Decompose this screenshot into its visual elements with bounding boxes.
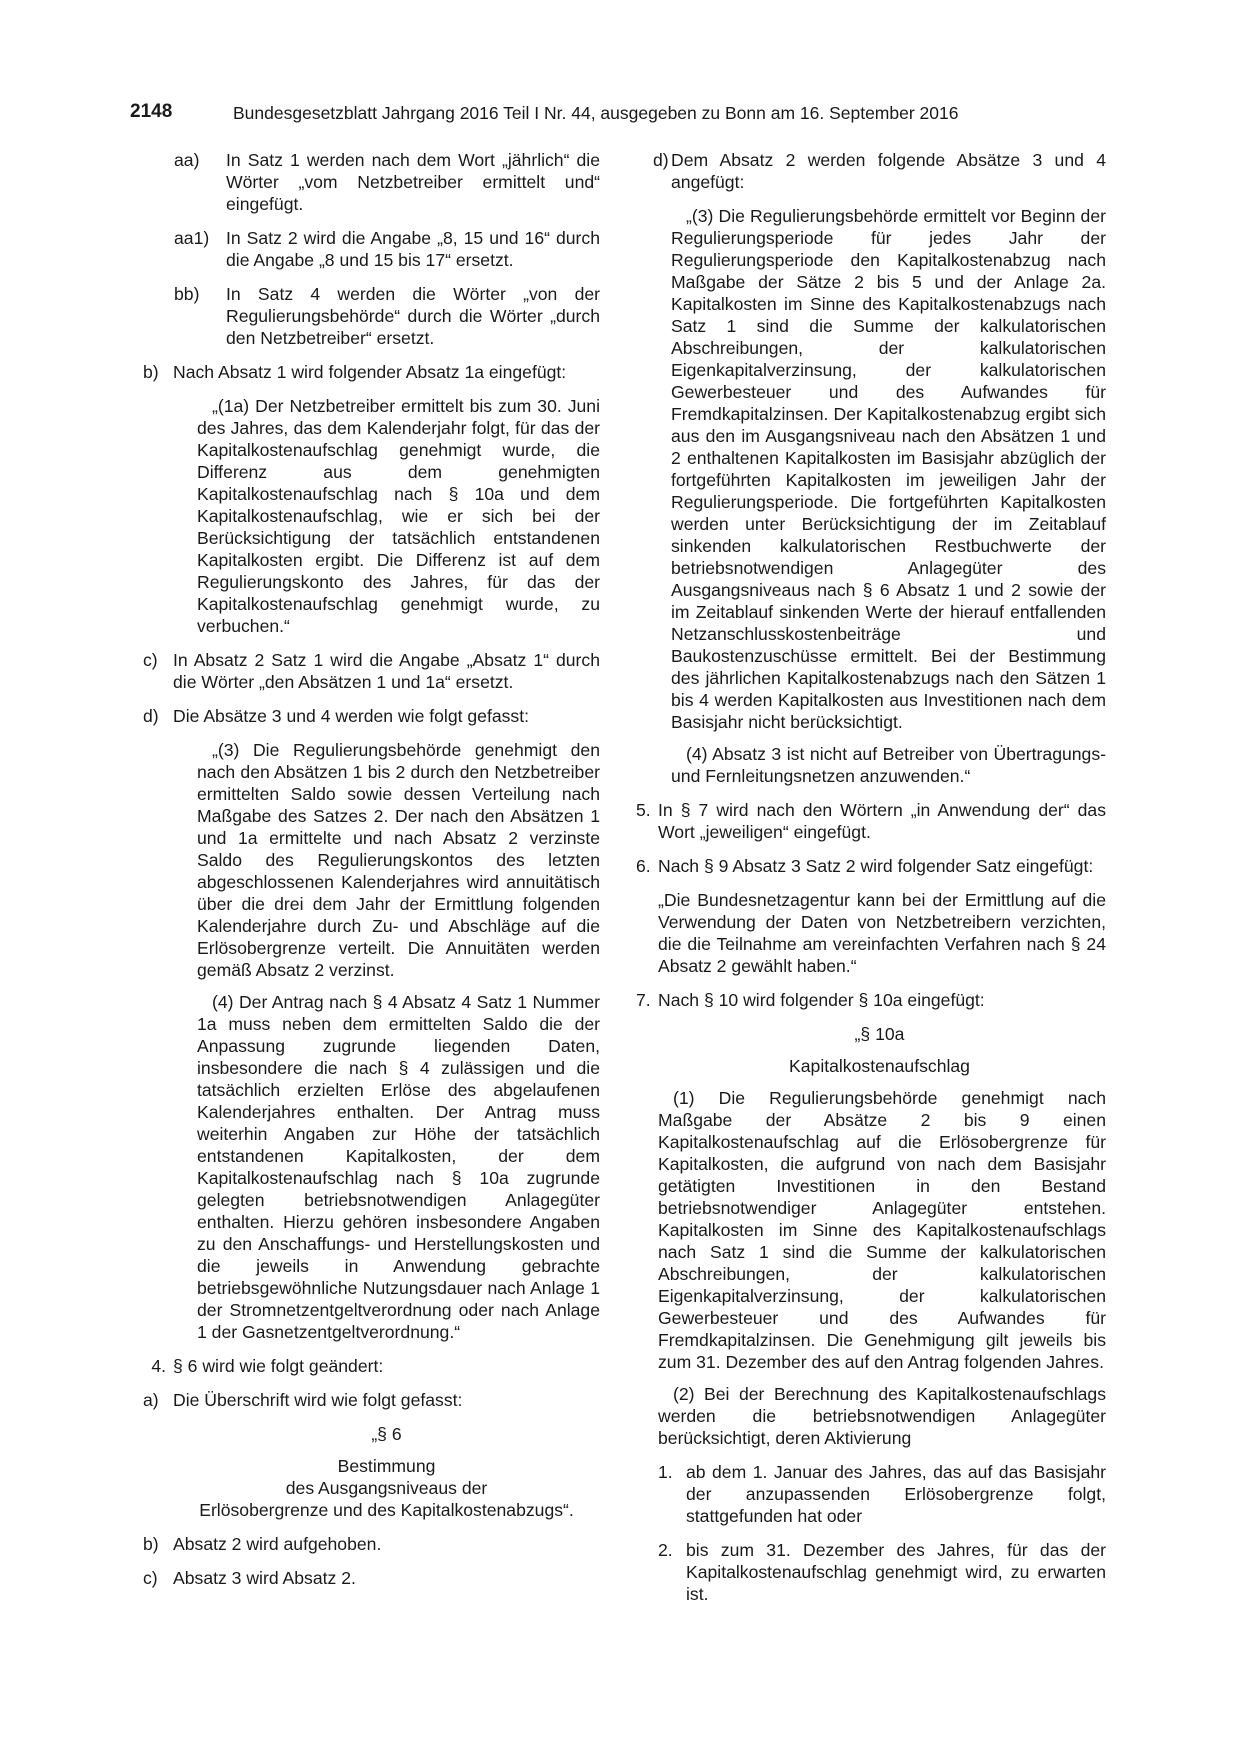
item-label: 1. xyxy=(658,1462,673,1482)
heading-line: Bestimmung xyxy=(337,1456,436,1476)
quote-text: „(3) Die Regulierungsbehörde genehmigt den nach den Absätzen 1 bis 2 durch den Netzbetreiber ermittelten Saldo sowie dessen Verteilung nach Maßgabe des Satzes 2. Der nach den Absätzen 1 und 1a ermittelte und nach Absatz 2 verzinste Saldo des Regulierungskontos des letzten abgeschlossenen Kalenderjahres wird annuitätisch über die drei dem Jahr der Ermittlung folgenden Kalenderjahre durch Zu- und Abschläge auf die Erlösobergrenze verteilt. Die Annuitäten werden gemäß Absatz 2 verzinst. xyxy=(197,740,600,980)
list-item xyxy=(636,989,1106,1011)
item-label: c) xyxy=(143,1568,158,1588)
item-label: 4. xyxy=(151,1356,166,1376)
section-heading: Kapitalkostenaufschlag xyxy=(789,1056,970,1076)
item-text: Die Absätze 3 und 4 werden wie folgt gefasst: xyxy=(173,706,529,726)
item-label: a) xyxy=(143,1390,159,1410)
item-text: Absatz 3 wird Absatz 2. xyxy=(173,1568,356,1588)
quote-text: (2) Bei der Berechnung des Kapitalkostenaufschlags werden die betriebsnotwendigen Anlagegüter berücksichtigt, deren Aktivierung xyxy=(658,1384,1106,1448)
list-item xyxy=(636,799,1106,843)
quote-text: (4) Absatz 3 ist nicht auf Betreiber von Übertragungs- und Fernleitungsnetzen anzuwenden.“ xyxy=(671,744,1106,786)
item-text: In Absatz 2 Satz 1 wird die Angabe „Absatz 1“ durch die Wörter „den Absätzen 1 und 1a“ ersetzt. xyxy=(173,650,600,692)
list-item xyxy=(653,1461,1106,1527)
item-label: bb) xyxy=(174,284,200,304)
list-item xyxy=(130,1567,600,1589)
page-number: 2148 xyxy=(130,101,173,122)
item-label: d) xyxy=(653,150,669,170)
list-item xyxy=(130,149,600,215)
item-text: Die Überschrift wird wie folgt gefasst: xyxy=(173,1390,463,1410)
list-item xyxy=(130,1355,600,1377)
item-text: In Satz 4 werden die Wörter „von der Regulierungsbehörde“ durch die Wörter „durch den Netzbetreiber“ ersetzt. xyxy=(226,284,600,348)
item-label: b) xyxy=(143,362,159,382)
list-item xyxy=(653,149,1106,193)
quote-text: (4) Der Antrag nach § 4 Absatz 4 Satz 1 Nummer 1a muss neben dem ermittelten Saldo die der Anpassung zugrunde liegenden Daten, insbesondere die nach § 4 zulässigen und die tatsächlich erzielten Erlöse des abgelaufenen Kalenderjahres enthalten. Der Antrag muss weiterhin Angaben zur Höhe der tatsächlich entstandenen Kapitalkosten, der dem Kapitalkostenaufschlag nach § 10a zugrunde gelegten betriebsnotwendigen Anlagegüter enthalten. Hierzu gehören insbesondere Angaben zu den Anschaffungs- und Herstellungskosten und die jeweils in Anwendung gebrachte betriebsgewöhnliche Nutzungsdauer nach Anlage 1 der Stromnetzentgeltverordnung oder nach Anlage 1 der Gasnetzentgeltverordnung.“ xyxy=(197,992,600,1342)
item-label: 2. xyxy=(658,1540,673,1560)
list-item xyxy=(130,1389,600,1411)
item-label: aa) xyxy=(174,150,200,170)
heading-line: Erlösobergrenze und des Kapitalkostenabzugs“. xyxy=(199,1500,574,1520)
item-label: b) xyxy=(143,1534,159,1554)
item-text: ab dem 1. Januar des Jahres, das auf das Basisjahr der anzupassenden Erlösobergrenze folgt, stattgefunden hat oder xyxy=(686,1462,1106,1526)
quote-text: „(1a) Der Netzbetreiber ermittelt bis zum 30. Juni des Jahres, das dem Kalenderjahr folgt, für das der Kapitalkostenaufschlag genehmigt wurde, die Differenz aus dem genehmigten Kapitalkostenaufschlag nach § 10a und dem Kapitalkostenaufschlag, wie er sich bei der Berücksichtigung der tatsächlich entstandenen Kapitalkosten ergibt. Die Differenz ist auf dem Regulierungskonto des Jahres, für das der Kapitalkostenaufschlag genehmigt wurde, zu verbuchen.“ xyxy=(197,396,600,636)
list-item xyxy=(653,1539,1106,1605)
quoted-paragraph xyxy=(653,889,1106,977)
item-text: bis zum 31. Dezember des Jahres, für das der Kapitalkostenaufschlag genehmigt wird, zu erwarten ist. xyxy=(686,1540,1106,1604)
quoted-paragraph xyxy=(130,739,600,1343)
list-item xyxy=(130,649,600,693)
item-text: § 6 wird wie folgt geändert: xyxy=(173,1356,384,1376)
item-label: 7. xyxy=(636,990,651,1010)
list-item xyxy=(130,361,600,383)
item-text: Nach § 10 wird folgender § 10a eingefügt: xyxy=(658,990,985,1010)
item-text: In § 7 wird nach den Wörtern „in Anwendung der“ das Wort „jeweiligen“ eingefügt. xyxy=(658,800,1106,842)
paragraph-number: „§ 6 xyxy=(371,1424,402,1444)
item-label: 6. xyxy=(636,856,651,876)
item-label: d) xyxy=(143,706,159,726)
quote-text: (1) Die Regulierungsbehörde genehmigt nach Maßgabe der Absätze 2 bis 9 einen Kapitalkostenaufschlag auf die Erlösobergrenze für Kapitalkosten, die aufgrund von nach dem Basisjahr getätigten Investitionen in den Bestand betriebsnotwendiger Anlagegüter entstehen. Kapitalkosten im Sinne des Kapitalkostenaufschlags nach Satz 1 sind die Summe der kalkulatorischen Abschreibungen, der kalkulatorischen Eigenkapitalverzinsung, der kalkulatorischen Gewerbesteuer und des Aufwandes für Fremdkapitalzinsen. Die Genehmigung gilt jeweils bis zum 31. Dezember des auf den Antrag folgenden Jahres. xyxy=(658,1088,1106,1372)
left-column xyxy=(130,149,600,1601)
quoted-paragraph xyxy=(653,205,1106,787)
list-item xyxy=(130,227,600,271)
heading-line: des Ausgangsniveaus der xyxy=(285,1478,488,1498)
quoted-paragraph xyxy=(653,1087,1106,1449)
item-text: Nach Absatz 1 wird folgender Absatz 1a eingefügt: xyxy=(173,362,567,382)
item-label: aa1) xyxy=(174,228,210,248)
quoted-paragraph xyxy=(130,395,600,637)
quote-text: „Die Bundesnetzagentur kann bei der Ermittlung auf die Verwendung der Daten von Netzbetreibern verzichten, die die Teilnahme am vereinfachten Verfahren nach § 24 Absatz 2 gewählt haben.“ xyxy=(658,890,1106,976)
list-item xyxy=(130,1533,600,1555)
item-label: c) xyxy=(143,650,158,670)
item-text: In Satz 1 werden nach dem Wort „jährlich“ die Wörter „vom Netzbetreiber ermittelt und“ eingefügt. xyxy=(226,150,600,214)
item-text: Absatz 2 wird aufgehoben. xyxy=(173,1534,382,1554)
quote-text: „(3) Die Regulierungsbehörde ermittelt vor Beginn der Regulierungsperiode für jedes Jahr der Regulierungsperiode den Kapitalkostenabzug nach Maßgabe der Sätze 2 bis 5 und der Anlage 2a. Kapitalkosten im Sinne des Kapitalkostenabzugs nach Satz 1 sind die Summe der kalkulatorischen Abschreibungen, der kalkulatorischen Eigenkapitalverzinsung, der kalkulatorischen Gewerbesteuer und des Aufwandes für Fremdkapitalzinsen. Der Kapitalkostenabzug ergibt sich aus den im Ausgangsniveau nach den Absätzen 1 und 2 enthaltenen Kapitalkosten im Basisjahr abzüglich der fortgeführten Kapitalkosten im jeweiligen Jahr der Regulierungsperiode. Die fortgeführten Kapitalkosten werden unter Berücksichtigung der im Zeitablauf sinkenden kalkulatorischen Restbuchwerte der betriebsnotwendigen Anlagegüter des Ausgangsniveaus nach § 6 Absatz 1 und 2 sowie der im Zeitablauf sinkenden Werte der hierauf entfallenden Netzanschlusskostenbeiträge und Baukostenzuschüsse ermittelt. Bei der Bestimmung des jährlichen Kapitalkostenabzugs nach den Sätzen 1 bis 4 werden Kapitalkosten aus Investitionen nach dem Basisjahr nicht berücksichtigt. xyxy=(671,206,1106,732)
item-text: Dem Absatz 2 werden folgende Absätze 3 und 4 angefügt: xyxy=(671,150,1106,192)
item-text: In Satz 2 wird die Angabe „8, 15 und 16“ durch die Angabe „8 und 15 bis 17“ ersetzt. xyxy=(226,228,600,270)
item-text: Nach § 9 Absatz 3 Satz 2 wird folgender Satz eingefügt: xyxy=(658,856,1094,876)
item-label: 5. xyxy=(636,800,651,820)
page-header xyxy=(130,101,1000,127)
list-item xyxy=(636,855,1106,877)
list-item xyxy=(130,283,600,349)
section-heading xyxy=(130,1423,600,1521)
running-title: Bundesgesetzblatt Jahrgang 2016 Teil I Nr. 44, ausgegeben zu Bonn am 16. September 2016 xyxy=(233,103,959,123)
list-item xyxy=(130,705,600,727)
paragraph-number: „§ 10a xyxy=(854,1024,905,1044)
right-column xyxy=(636,149,1106,1617)
